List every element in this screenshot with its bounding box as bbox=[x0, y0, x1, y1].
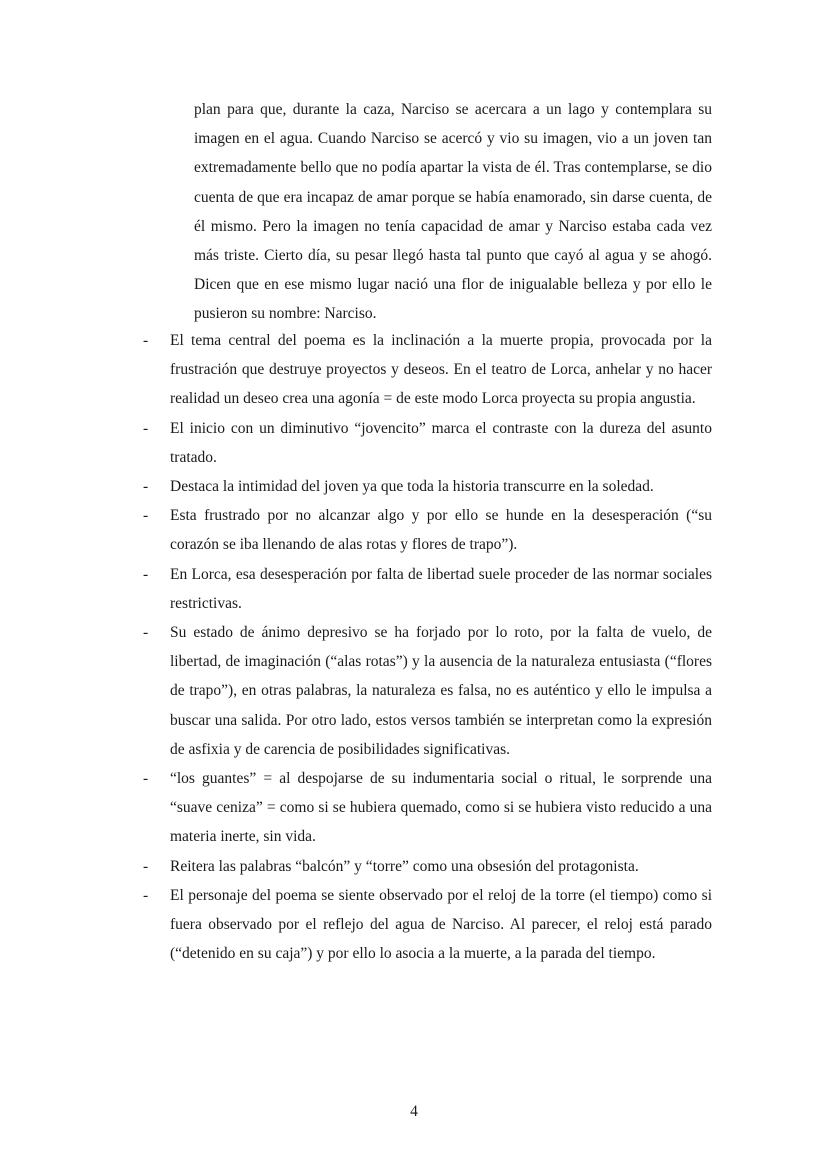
list-item-text: El tema central del poema es la inclinación a la muerte propia, provocada por la frustración que destruye proyectos y deseos. En el teatro de Lorca, anhelar y no hacer realidad un deseo crea una agonía = de este modo Lorca proyecta su propia angustia. bbox=[170, 332, 712, 408]
list-item-text: Reitera las palabras “balcón” y “torre” como una obsesión del protagonista. bbox=[170, 857, 639, 875]
list-item bbox=[143, 326, 712, 414]
list-item bbox=[143, 472, 712, 501]
bullet-dash: - bbox=[143, 478, 149, 496]
list-item bbox=[143, 501, 712, 559]
bullet-dash: - bbox=[143, 886, 149, 904]
bullet-list bbox=[143, 326, 712, 968]
list-item bbox=[143, 560, 712, 618]
list-item-text: Destaca la intimidad del joven ya que toda la historia transcurre en la soledad. bbox=[170, 478, 654, 496]
bullet-dash: - bbox=[143, 507, 149, 525]
bullet-dash: - bbox=[143, 624, 149, 642]
list-item-text: El inicio con un diminutivo “jovencito” marca el contraste con la dureza del asunto tratado. bbox=[170, 419, 712, 466]
continuation-paragraph: plan para que, durante la caza, Narciso se acercara a un lago y contemplara su imagen en el agua. Cuando Narciso se acercó y vio su imagen, vio a un joven tan extremadamente bello que no podía apartar la vista de él. Tras contemplarse, se dio cuenta de que era incapaz de amar porque se había enamorado, sin darse cuenta, de él mismo. Pero la imagen no tenía capacidad de amar y Narciso estaba cada vez más triste. Cierto día, su pesar llegó hasta tal punto que cayó al agua y se ahogó. Dicen que en ese mismo lugar nació una flor de inigualable belleza y por ello le pusieron su nombre: Narciso. bbox=[194, 101, 712, 323]
bullet-dash: - bbox=[143, 857, 149, 875]
list-item bbox=[143, 764, 712, 852]
list-item-text: El personaje del poema se siente observado por el reloj de la torre (el tiempo) como si fuera observado por el reflejo del agua de Narciso. Al parecer, el reloj está parado (“detenido en su caja”) y por ello lo asocia a la muerte, a la parada del tiempo. bbox=[170, 886, 712, 963]
list-item bbox=[143, 618, 712, 764]
bullet-dash: - bbox=[143, 770, 149, 788]
list-item-text: En Lorca, esa desesperación por falta de libertad suele proceder de las normar sociales restrictivas. bbox=[170, 565, 712, 612]
list-item bbox=[143, 414, 712, 472]
list-item-text: “los guantes” = al despojarse de su indumentaria social o ritual, le sorprende una “suave ceniza” = como si se hubiera quemado, como si se hubiera visto reducido a una materia inerte, sin vida. bbox=[170, 770, 712, 846]
bullet-dash: - bbox=[143, 419, 149, 437]
list-item bbox=[143, 881, 712, 969]
list-item bbox=[143, 852, 712, 881]
bullet-dash: - bbox=[143, 565, 149, 583]
list-item-text: Su estado de ánimo depresivo se ha forjado por lo roto, por la falta de vuelo, de libertad, de imaginación (“alas rotas”) y la ausencia de la naturaleza entusiasta (“flores de trapo”), en otras palabras, la naturaleza es falsa, no es auténtico y ello le impulsa a buscar una salida. Por otro lado, estos versos también se interpretan como la expresión de asfixia y de carencia de posibilidades significativas. bbox=[170, 624, 712, 758]
page-number: 4 bbox=[410, 1103, 418, 1120]
list-item-text: Esta frustrado por no alcanzar algo y por ello se hunde en la desesperación (“su corazón se iba llenando de alas rotas y flores de trapo”). bbox=[170, 507, 712, 554]
bullet-dash: - bbox=[143, 332, 149, 349]
